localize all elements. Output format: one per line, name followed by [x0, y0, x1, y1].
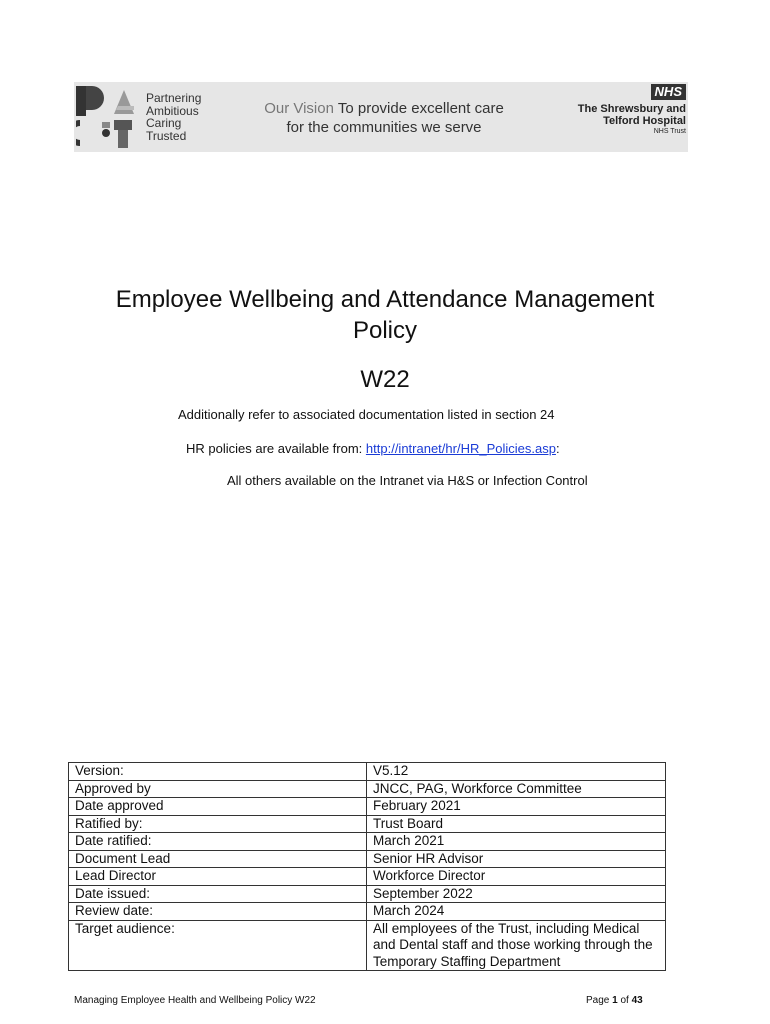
row-label: Version: — [69, 763, 367, 781]
trust-label: NHS Trust — [653, 128, 686, 135]
value-item: Caring — [146, 116, 182, 130]
hr-policies-link[interactable]: http://intranet/hr/HR_Policies.asp — [365, 441, 556, 456]
vision-statement — [254, 99, 514, 137]
footer-title: Managing Employee Health and Wellbeing Policy W22 — [74, 995, 316, 1006]
hospital-name — [578, 103, 686, 137]
page-of: of — [617, 995, 632, 1006]
row-value: Workforce Director — [367, 868, 666, 886]
document-info-table — [68, 762, 666, 971]
hospital-line: Telford Hospital — [603, 115, 686, 127]
table-row — [69, 763, 666, 781]
others-text: All others available on the Intranet via H&S or Infection Control — [227, 473, 588, 488]
row-value: February 2021 — [367, 798, 666, 816]
table-row — [69, 850, 666, 868]
hr-suffix: : — [555, 441, 560, 456]
row-label: Lead Director — [69, 868, 367, 886]
row-value: March 2024 — [367, 903, 666, 921]
hr-policies-line — [186, 441, 560, 456]
table-row — [69, 798, 666, 816]
policy-code: W22 — [360, 366, 410, 393]
table-row — [69, 885, 666, 903]
row-label: Review date: — [69, 903, 367, 921]
table-row — [69, 815, 666, 833]
row-label: Date issued: — [69, 885, 367, 903]
table-row — [69, 780, 666, 798]
page-current: 1 — [612, 995, 618, 1006]
value-item: Partnering — [146, 91, 202, 105]
value-item: Trusted — [146, 128, 187, 143]
row-value: JNCC, PAG, Workforce Committee — [367, 780, 666, 798]
hr-prefix: HR policies are available from: — [186, 441, 366, 456]
vision-text: To provide excellent care for the communities we serve — [286, 100, 504, 136]
row-label: Document Lead — [69, 850, 367, 868]
table-row — [69, 903, 666, 921]
values-list — [146, 92, 201, 142]
header-banner — [74, 82, 688, 152]
pact-logo-icon — [76, 86, 140, 148]
page-total: 43 — [631, 995, 643, 1006]
row-value: Senior HR Advisor — [367, 850, 666, 868]
table-row — [69, 833, 666, 851]
nhs-logo: NHS — [651, 84, 686, 100]
row-label: Date ratified: — [69, 833, 367, 851]
vision-lead: Our Vision — [264, 100, 334, 117]
table-row — [69, 868, 666, 886]
document-title — [60, 284, 710, 346]
row-label: Date approved — [69, 798, 367, 816]
row-value: Trust Board — [367, 815, 666, 833]
refer-text: Additionally refer to associated documentation listed in section 24 — [178, 407, 555, 422]
table-row — [69, 920, 666, 971]
row-label: Approved by — [69, 780, 367, 798]
row-value: All employees of the Trust, including Medical and Dental staff and those working through the Temporary Staffing Department — [367, 920, 666, 971]
page-prefix: Page — [586, 995, 613, 1006]
title-line: Employee Wellbeing and Attendance Management — [115, 286, 655, 313]
row-value: September 2022 — [367, 885, 666, 903]
title-line: Policy — [352, 317, 418, 344]
row-value: March 2021 — [367, 833, 666, 851]
row-value: V5.12 — [367, 763, 666, 781]
row-label: Ratified by: — [69, 815, 367, 833]
hospital-line: The Shrewsbury and — [577, 103, 686, 115]
page-number — [586, 995, 643, 1006]
value-item: Ambitious — [146, 103, 199, 118]
row-label: Target audience: — [69, 920, 367, 971]
